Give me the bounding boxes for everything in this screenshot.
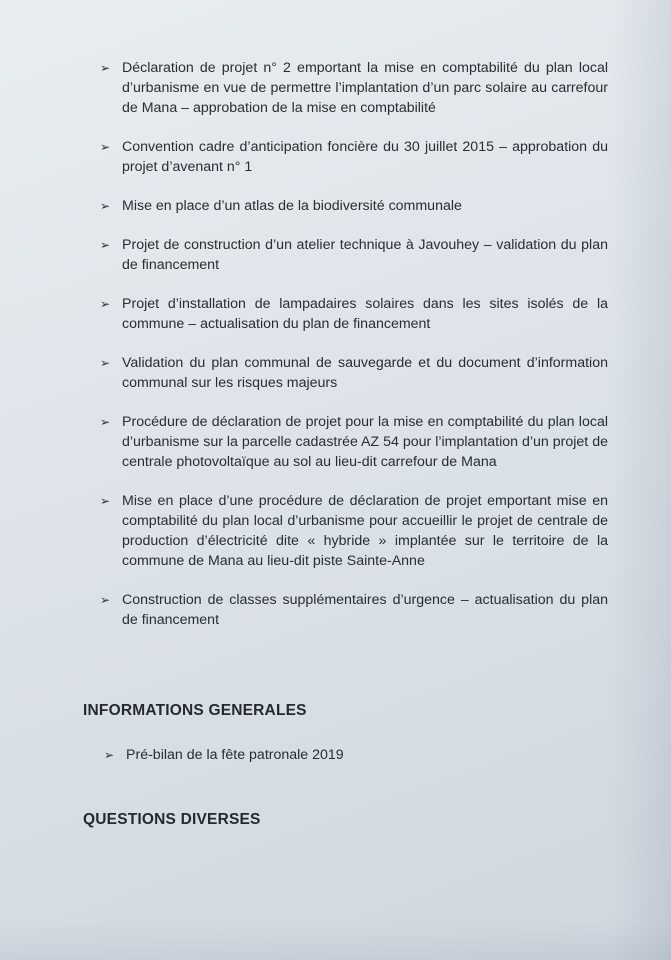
informations-generales-heading: INFORMATIONS GENERALES: [83, 702, 307, 719]
agenda-item: [100, 137, 608, 177]
agenda-item-text: Construction de classes supplémentaires d’urgence – actualisation du plan de financement: [122, 592, 608, 628]
agenda-item: [100, 58, 608, 118]
agenda-item: [100, 294, 608, 334]
agenda-list: [100, 58, 608, 649]
informations-generales-list: [104, 745, 604, 784]
arrow-bullet-icon: ➢: [104, 748, 115, 762]
agenda-item: [100, 412, 608, 472]
agenda-item-text: Mise en place d’un atlas de la biodiversité communale: [122, 198, 462, 214]
arrow-bullet-icon: ➢: [100, 494, 111, 508]
page-edge-shadow: [611, 0, 671, 960]
agenda-item: [100, 235, 608, 275]
agenda-item-text: Procédure de déclaration de projet pour la mise en comptabilité du plan local d’urbanisme sur la parcelle cadastrée AZ 54 pour l’implantation d’un projet de centrale photovoltaïque au sol au lieu-dit carrefour de Mana: [122, 414, 608, 470]
list-item-text: Pré-bilan de la fête patronale 2019: [126, 747, 344, 763]
agenda-item-text: Convention cadre d’anticipation foncière du 30 juillet 2015 – approbation du projet d’avenant n° 1: [122, 139, 608, 175]
agenda-item-text: Validation du plan communal de sauvegarde et du document d’information communal sur les risques majeurs: [122, 355, 608, 391]
page-bottom-shadow: [0, 920, 671, 960]
agenda-item: [100, 196, 608, 216]
agenda-item-text: Mise en place d’une procédure de déclaration de projet emportant mise en comptabilité du plan local d’urbanisme pour accueillir le projet de centrale de production d’électricité dite « hybride » implantée sur le territoire de la commune de Mana au lieu-dit piste Sainte-Anne: [122, 493, 608, 569]
agenda-item-text: Projet de construction d’un atelier technique à Javouhey – validation du plan de financement: [122, 237, 608, 273]
arrow-bullet-icon: ➢: [100, 356, 111, 370]
arrow-bullet-icon: ➢: [100, 140, 111, 154]
arrow-bullet-icon: ➢: [100, 297, 111, 311]
agenda-item-text: Déclaration de projet n° 2 emportant la mise en comptabilité du plan local d’urbanisme en vue de permettre l’implantation d’un parc solaire au carrefour de Mana – approbation de la mise en comptabilité: [122, 60, 608, 116]
arrow-bullet-icon: ➢: [100, 61, 111, 75]
arrow-bullet-icon: ➢: [100, 199, 111, 213]
arrow-bullet-icon: ➢: [100, 415, 111, 429]
arrow-bullet-icon: ➢: [100, 238, 111, 252]
agenda-item: [100, 353, 608, 393]
agenda-item: [100, 590, 608, 630]
agenda-item: [100, 491, 608, 571]
arrow-bullet-icon: ➢: [100, 593, 111, 607]
list-item: [104, 745, 604, 765]
questions-diverses-heading: QUESTIONS DIVERSES: [83, 811, 261, 828]
agenda-item-text: Projet d’installation de lampadaires solaires dans les sites isolés de la commune – actualisation du plan de financement: [122, 296, 608, 332]
